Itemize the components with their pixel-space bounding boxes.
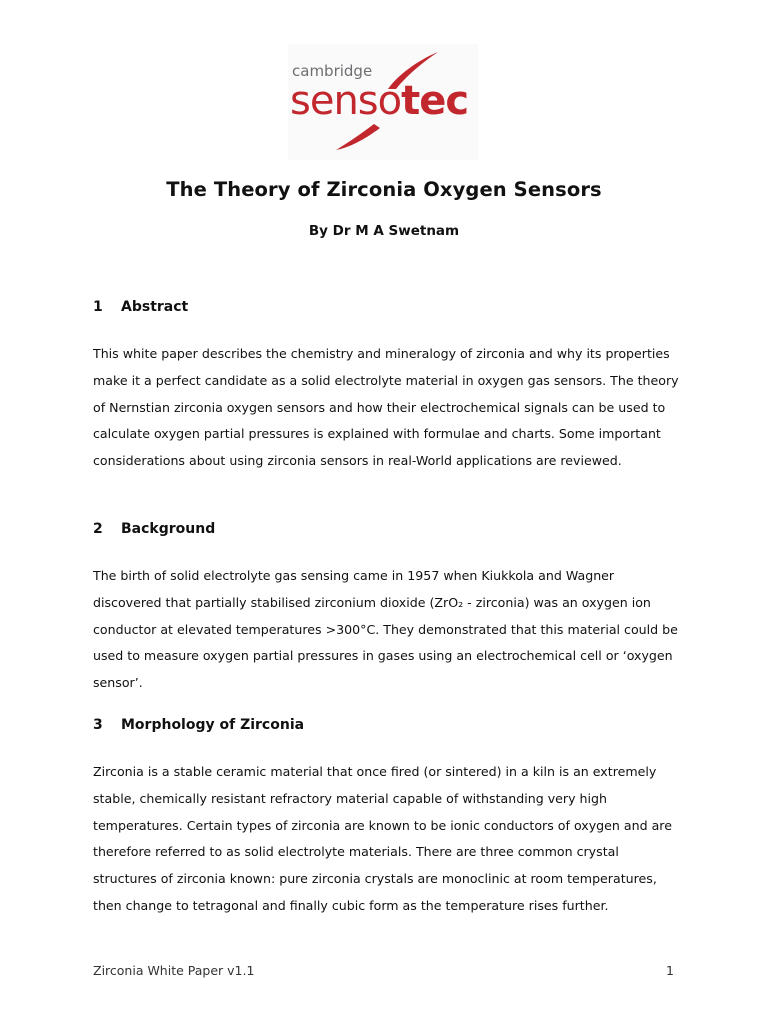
footer-document-label: Zirconia White Paper v1.1: [93, 963, 255, 978]
paragraph-line: then change to tetragonal and finally cubic form as the temperature rises further.: [93, 897, 609, 913]
paragraph-line: stable, chemically resistant refractory material capable of withstanding very high: [93, 790, 607, 806]
paragraph-line: The birth of solid electrolyte gas sensing came in 1957 when Kiukkola and Wagner: [93, 568, 615, 583]
paragraph-line: Zirconia is a stable ceramic material that once fired (or sintered) in a kiln is an extremely: [93, 764, 657, 779]
paragraph-line: calculate oxygen partial pressures is explained with formulae and charts. Some important: [93, 426, 661, 442]
section-number: 3: [93, 717, 103, 733]
section-title: Background: [121, 521, 216, 537]
logo-graphic: [288, 44, 478, 160]
paragraph-line: temperatures. Certain types of zirconia are known to be ionic conductors of oxygen and are: [93, 817, 672, 833]
company-logo: [288, 44, 478, 160]
svg-text:sensotec: [290, 78, 468, 124]
paragraph-line: used to measure oxygen partial pressures in gases using an electrochemical cell or ‘oxygen: [93, 648, 673, 664]
document-title: The Theory of Zirconia Oxygen Sensors: [166, 178, 602, 201]
abstract-paragraph: [93, 341, 693, 475]
paragraph-line: sensor’.: [93, 675, 143, 691]
section-heading-background: [93, 521, 215, 537]
morphology-paragraph: [93, 759, 693, 920]
section-title: Abstract: [121, 299, 189, 315]
logo-cambridge-text: cambridge: [292, 62, 373, 80]
section-title: Morphology of Zirconia: [121, 717, 305, 733]
paragraph-line: therefore referred to as solid electrolyte materials. There are three common crystal: [93, 844, 619, 860]
background-paragraph: [93, 563, 693, 697]
section-number: 2: [93, 521, 103, 537]
paragraph-line: considerations about using zirconia sensors in real-World applications are reviewed.: [93, 453, 622, 469]
paragraph-line: conductor at elevated temperatures >300°C. They demonstrated that this material could be: [93, 621, 678, 637]
document-author: By Dr M A Swetnam: [308, 223, 460, 239]
section-heading-morphology: [93, 717, 304, 733]
section-heading-abstract: [93, 299, 188, 315]
paragraph-line: make it a perfect candidate as a solid electrolyte material in oxygen gas sensors. The theory: [93, 372, 679, 388]
footer-page-number: 1: [666, 963, 674, 978]
logo-tec-text: tec: [401, 78, 469, 124]
section-number: 1: [93, 299, 103, 315]
paragraph-line: of Nernstian zirconia oxygen sensors and how their electrochemical signals can be used to: [93, 399, 666, 415]
logo-senso-text: senso: [290, 78, 402, 124]
paragraph-line: structures of zirconia known: pure zirconia crystals are monoclinic at room temperatures,: [93, 871, 657, 887]
paragraph-line: This white paper describes the chemistry and mineralogy of zirconia and why its properties: [93, 346, 670, 361]
paragraph-line: discovered that partially stabilised zirconium dioxide (ZrO₂ - zirconia) was an oxygen ion: [93, 594, 651, 610]
logo-swoosh-bottom: [336, 124, 380, 150]
